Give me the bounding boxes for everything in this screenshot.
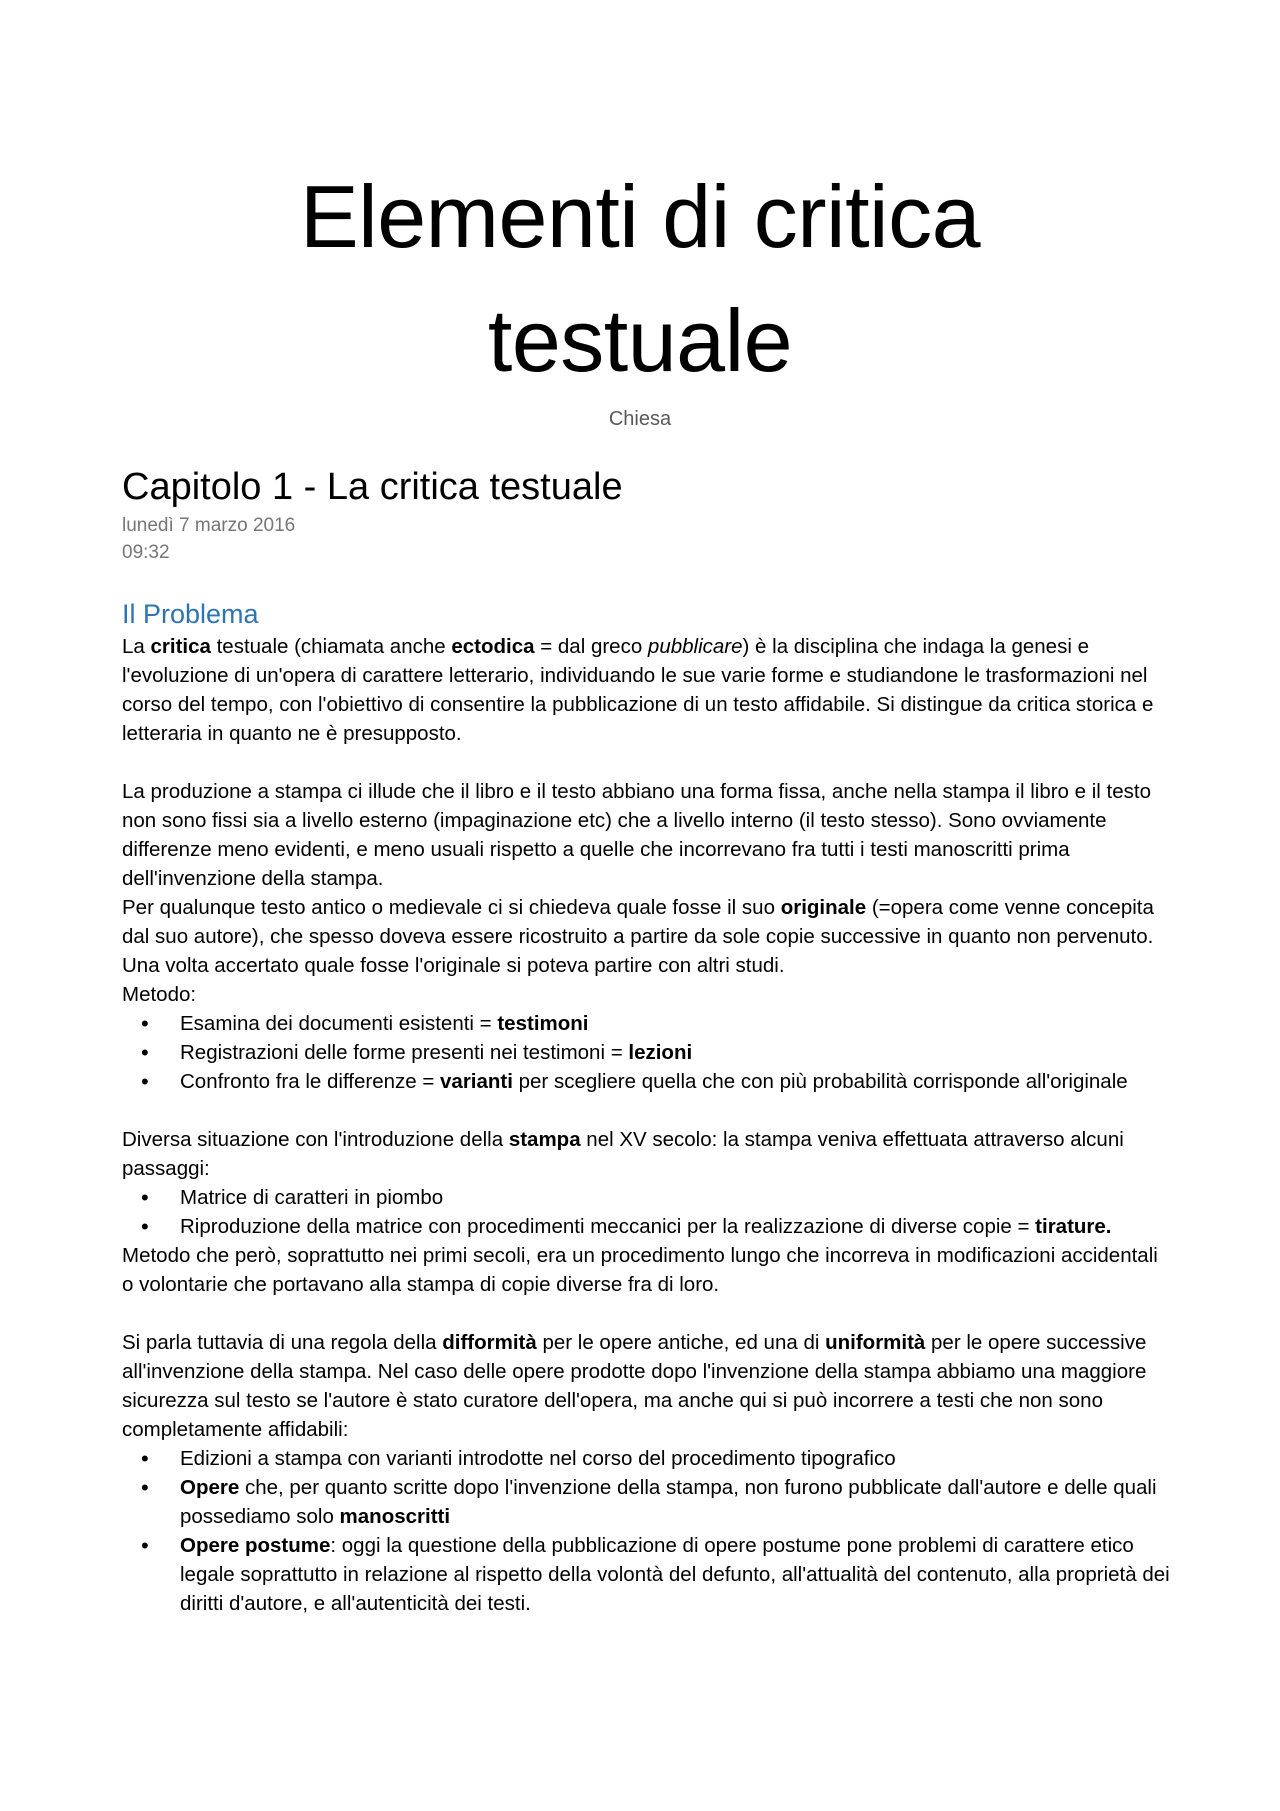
method-list	[122, 1009, 1172, 1096]
paragraph-gap	[122, 748, 1172, 777]
document-title	[0, 155, 1280, 403]
list-item	[180, 1531, 1172, 1618]
chapter-title: Capitolo 1 - La critica testuale	[122, 466, 623, 508]
text-run: per le opere antiche, ed una di	[536, 1331, 826, 1354]
page-content	[122, 462, 1172, 1618]
list-item	[180, 1473, 1172, 1531]
list-item	[180, 1183, 1172, 1212]
text-run: Confronto fra le differenze =	[180, 1070, 441, 1093]
paragraph-gap	[122, 1299, 1172, 1328]
bold-term: lezioni	[628, 1041, 693, 1064]
text-run: ) è la disciplina che indaga la genesi e l'evoluzione di un'opera di carattere letterario, individuando le sue varie forme e studiandone le trasformazioni nel corso del tempo, con l'obiettivo di consentire la pubblicazione di un testo affidabile. Si distingue da critica storica e letteraria in quanto ne è presupposto.	[122, 635, 1154, 745]
paragraph-print-method: Metodo che però, soprattutto nei primi secoli, era un procedimento lungo che incorreva in modificazioni accidentali o volontarie che portavano alla stampa di copie diverse fra di loro.	[122, 1244, 1158, 1296]
chapter-date: lunedì 7 marzo 2016	[122, 515, 296, 536]
text-run: Diversa situazione con l'introduzione della	[122, 1128, 509, 1151]
bold-term: ectodica	[451, 635, 535, 658]
list-item	[180, 1009, 1172, 1038]
text-run: : oggi la questione della pubblicazione di opere postume pone problemi di carattere etico legale soprattutto in relazione al rispetto della volontà del defunto, all'attualità del contenuto, alla proprietà dei diritti d'autore, e all'autenticità dei testi.	[180, 1534, 1170, 1615]
bold-term: originale	[780, 896, 867, 919]
method-label: Metodo:	[122, 983, 197, 1006]
text-run: testuale (chiamata anche	[210, 635, 452, 658]
text-run: Edizioni a stampa con varianti introdotte nel corso del procedimento tipografico	[180, 1447, 896, 1470]
document-title-line-2: testuale	[487, 291, 793, 390]
section-body	[122, 632, 1172, 1618]
text-run: per le opere successive all'invenzione della stampa. Nel caso delle opere prodotte dopo l'invenzione della stampa abbiamo una maggiore sicurezza sul testo se l'autore è stato curatore dell'opera, ma anche qui si può incorrere a testi che non sono completamente affidabili:	[122, 1331, 1147, 1441]
paragraph-print-illusion: La produzione a stampa ci illude che il libro e il testo abbiano una forma fissa, anche nella stampa il libro e il testo non sono fissi sia a livello esterno (impaginazione etc) che a livello interno (il testo stesso). Sono ovviamente differenze meno evidenti, e meno usuali rispetto a quelle che incorrevano fra tutti i testi manoscritti prima dell'invenzione della stampa.	[122, 780, 1151, 890]
list-item	[180, 1038, 1172, 1067]
paragraph-gap	[122, 1096, 1172, 1125]
list-item	[180, 1067, 1172, 1096]
paragraph-original	[122, 893, 1172, 980]
text-run: per scegliere quella che con più probabilità corrisponde all'originale	[512, 1070, 1128, 1093]
bold-term: manoscritti	[339, 1505, 451, 1528]
paragraph-print-intro	[122, 1125, 1172, 1183]
italic-term: pubblicare	[647, 635, 743, 658]
unreliable-texts-list	[122, 1444, 1172, 1618]
bold-term: Opere	[180, 1476, 240, 1499]
list-item	[180, 1212, 1172, 1241]
text-run: La	[122, 635, 151, 658]
chapter-time: 09:32	[122, 542, 170, 563]
bold-term: varianti	[440, 1070, 513, 1093]
bold-term: testimoni	[497, 1012, 589, 1035]
section-title: Il Problema	[122, 599, 259, 629]
list-item	[180, 1444, 1172, 1473]
document-author: Chiesa	[608, 408, 672, 430]
text-run: che, per quanto scritte dopo l'invenzione della stampa, non furono pubblicate dall'autore e delle quali possediamo solo	[180, 1476, 1157, 1528]
bold-term: critica	[150, 635, 211, 658]
bold-term: difformità	[442, 1331, 537, 1354]
text-run: Esamina dei documenti esistenti =	[180, 1012, 498, 1035]
bold-term: stampa	[508, 1128, 581, 1151]
document-title-line-1: Elementi di critica	[299, 167, 981, 266]
paragraph-definition	[122, 632, 1172, 748]
text-run: Si parla tuttavia di una regola della	[122, 1331, 443, 1354]
text-run: Matrice di caratteri in piombo	[180, 1186, 444, 1209]
paragraph-difformity	[122, 1328, 1172, 1444]
print-steps-list	[122, 1183, 1172, 1241]
text-run: Registrazioni delle forme presenti nei testimoni =	[180, 1041, 629, 1064]
text-run: = dal greco	[534, 635, 648, 658]
text-run: Per qualunque testo antico o medievale ci si chiedeva quale fosse il suo	[122, 896, 781, 919]
text-run: nel XV secolo: la stampa veniva effettuata attraverso alcuni passaggi:	[122, 1128, 1124, 1180]
text-run: (=opera come venne concepita dal suo autore), che spesso doveva essere ricostruito a partire da sole copie successive in quanto non pervenuto. Una volta accertato quale fosse l'originale si poteva partire con altri studi.	[122, 896, 1154, 977]
bold-term: Opere postume	[180, 1534, 331, 1557]
bold-term: tirature.	[1035, 1215, 1112, 1238]
text-run: Riproduzione della matrice con procedimenti meccanici per la realizzazione di diverse copie =	[180, 1215, 1036, 1238]
bold-term: uniformità	[825, 1331, 926, 1354]
